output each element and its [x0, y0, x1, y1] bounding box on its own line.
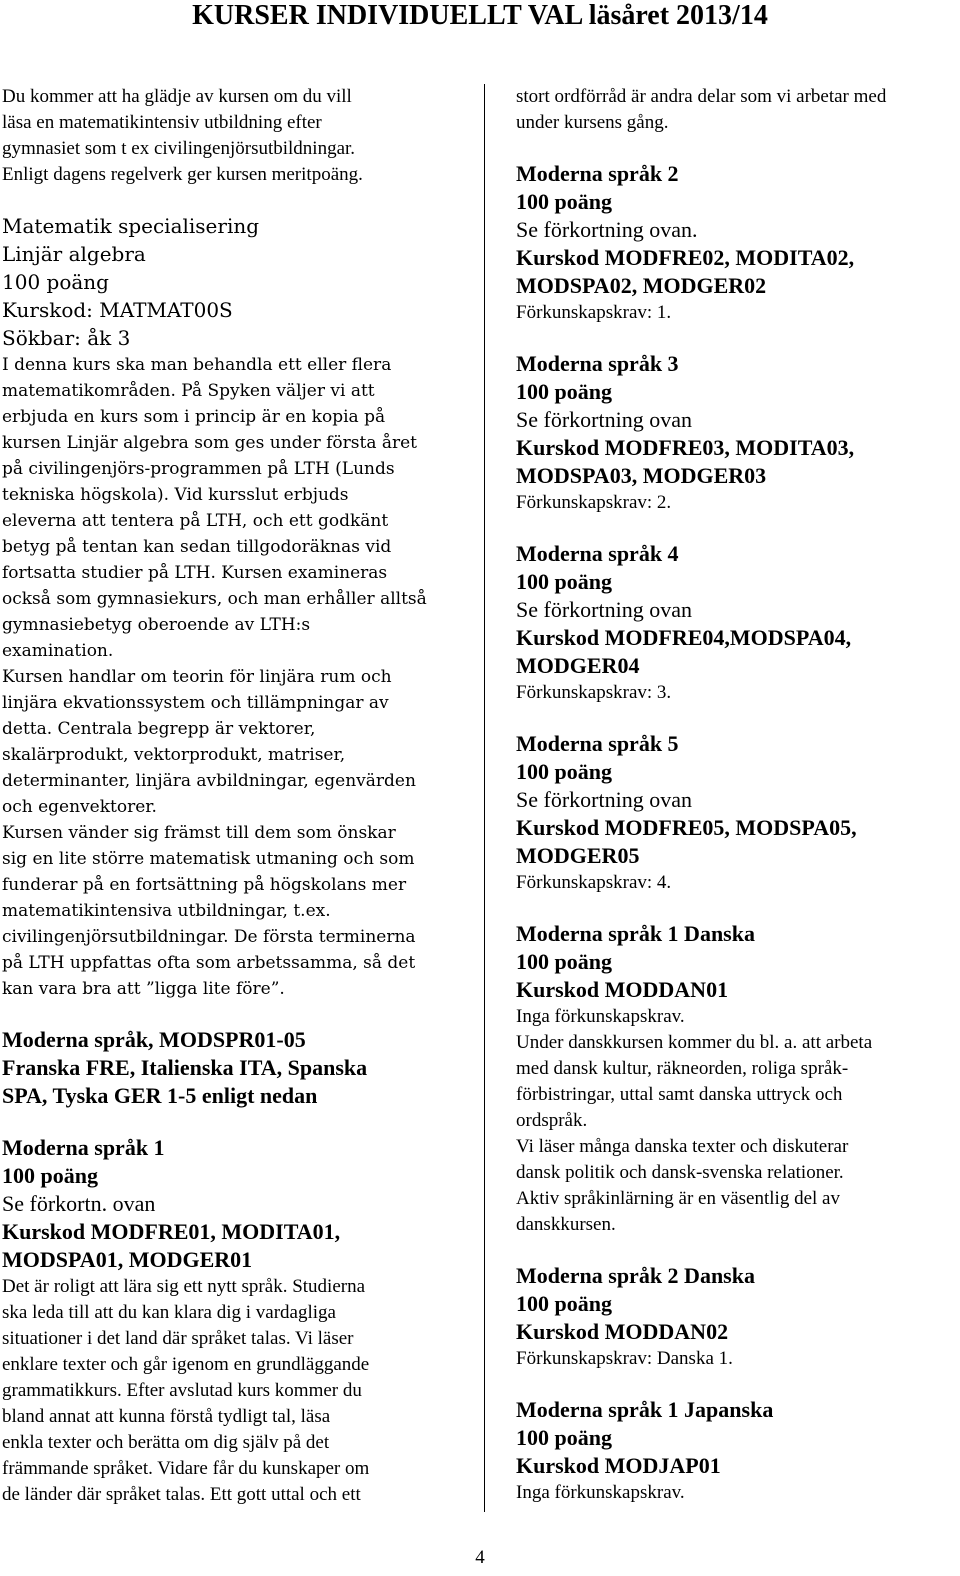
course-prerequisite: Förkunskapskrav: 4. [516, 872, 672, 893]
page-title: KURSER INDIVIDUELLT VAL läsåret 2013/14 [192, 0, 768, 31]
course-moderna-sprak-4 [516, 540, 958, 706]
course-note: Se förkortning ovan. [516, 217, 698, 242]
course-title: Moderna språk 3 [516, 351, 679, 376]
text-line: betyg på tentan kan sedan tillgodoräknas vid [2, 537, 392, 557]
course-code: MODGER05 [516, 843, 640, 868]
text-line: förbistringar, uttal samt danska uttryck och [516, 1084, 843, 1105]
text-line: detta. Centrala begrepp är vektorer, [2, 719, 316, 739]
text-line: Inga förkunskapskrav. [516, 1006, 685, 1027]
course-prerequisite: Förkunskapskrav: 3. [516, 682, 672, 703]
text-line: gymnasiebetyg oberoende av LTH:s [2, 615, 311, 635]
math-course-heading [2, 212, 454, 352]
course-code: Kurskod MODJAP01 [516, 1453, 721, 1478]
text-line: på LTH uppfattas ofta som arbetssamma, så det [2, 953, 416, 973]
text-line: Du kommer att ha glädje av kursen om du vill [2, 86, 352, 107]
math-course-body [2, 352, 454, 1002]
text-line: skalärprodukt, vektorprodukt, matriser, [2, 745, 346, 765]
page-number: 4 [475, 1547, 485, 1568]
course-title: Moderna språk 2 [516, 161, 679, 186]
course-title: Moderna språk 1 [2, 1135, 165, 1160]
course-subtitle: Linjär algebra [2, 242, 146, 266]
text-line: stort ordförråd är andra delar som vi arbetar med [516, 86, 887, 107]
text-line: I denna kurs ska man behandla ett eller flera [2, 355, 392, 375]
text-line: tekniska högskola). Vid kursslut erbjuds [2, 485, 349, 505]
right-column [516, 84, 958, 1506]
course-code: Kurskod MODDAN01 [516, 977, 729, 1002]
text-line: under kursens gång. [516, 112, 669, 133]
text-line: funderar på en fortsättning på högskolans mer [2, 875, 407, 895]
course-title: Moderna språk 1 Danska [516, 921, 755, 946]
text-line: ska leda till att du kan klara dig i vardagliga [2, 1302, 336, 1323]
course-code: Kurskod MODDAN02 [516, 1319, 729, 1344]
text-line: Kursen handlar om teorin för linjära rum och [2, 667, 392, 687]
course-points: 100 poäng [516, 1425, 612, 1450]
course-points: 100 poäng [516, 949, 612, 974]
text-line: Det är roligt att lära sig ett nytt språk. Studierna [2, 1276, 366, 1297]
text-line: främmande språket. Vidare får du kunskaper om [2, 1458, 370, 1479]
text-line: Enligt dagens regelverk ger kursen meritpoäng. [2, 164, 363, 185]
text-line: ordspråk. [516, 1110, 588, 1131]
text-line: fortsatta studier på LTH. Kursen examineras [2, 563, 388, 583]
course-title: Moderna språk 5 [516, 731, 679, 756]
course-japanska-1 [516, 1396, 958, 1506]
course-points: 100 poäng [2, 270, 109, 294]
text-line: på civilingenjörs-programmen på LTH (Lunds [2, 459, 395, 479]
course-points: 100 poäng [516, 569, 612, 594]
text-line: Kursen vänder sig främst till dem som önskar [2, 823, 396, 843]
course-danska-2 [516, 1262, 958, 1372]
text-line: sig en lite större matematisk utmaning och som [2, 849, 415, 869]
text-line: Under danskkursen kommer du bl. a. att arbeta [516, 1032, 873, 1053]
text-line: eleverna att tentera på LTH, och ett godkänt [2, 511, 389, 531]
course-code: MODSPA01, MODGER01 [2, 1247, 253, 1272]
course-points: 100 poäng [2, 1163, 98, 1188]
text-line: gymnasiet som t ex civilingenjörsutbildningar. [2, 138, 356, 159]
text-line: civilingenjörsutbildningar. De första terminerna [2, 927, 416, 947]
course-code: Kurskod MODFRE02, MODITA02, [516, 245, 855, 270]
course-danska-1 [516, 920, 958, 1238]
course-prerequisite: Förkunskapskrav: Danska 1. [516, 1348, 733, 1369]
course-points: 100 poäng [516, 379, 612, 404]
text-line: kan vara bra att ”ligga lite före”. [2, 979, 285, 999]
course-note: Se förkortn. ovan [2, 1191, 156, 1216]
course-code: MODSPA03, MODGER03 [516, 463, 767, 488]
course-note: Se förkortning ovan [516, 597, 692, 622]
languages-heading [2, 1026, 454, 1110]
course-points: 100 poäng [516, 1291, 612, 1316]
course-eligibility: Sökbar: åk 3 [2, 326, 131, 350]
text-line: enklare texter och går igenom en grundläggande [2, 1354, 370, 1375]
course-code: Kurskod MODFRE04,MODSPA04, [516, 625, 852, 650]
course-points: 100 poäng [516, 759, 612, 784]
intro-paragraph [2, 84, 454, 188]
course-title: Moderna språk 2 Danska [516, 1263, 755, 1288]
course-description [2, 1274, 454, 1508]
text-line: kursen Linjär algebra som ges under första året [2, 433, 418, 453]
course-points: 100 poäng [516, 189, 612, 214]
course-code: MODGER04 [516, 653, 640, 678]
text-line: grammatikkurs. Efter avslutad kurs kommer du [2, 1380, 362, 1401]
course-prerequisite: Förkunskapskrav: 2. [516, 492, 672, 513]
continued-paragraph [516, 84, 958, 136]
course-title: Matematik specialisering [2, 214, 260, 238]
course-code: Kurskod MODFRE05, MODSPA05, [516, 815, 857, 840]
course-description [516, 1004, 958, 1238]
text-line: Aktiv språkinlärning är en väsentlig del av [516, 1188, 840, 1209]
text-line: linjära ekvationssystem och tillämpningar av [2, 693, 389, 713]
text-line: Vi läser många danska texter och diskuterar [516, 1136, 849, 1157]
course-moderna-sprak-1 [2, 1134, 454, 1508]
course-note: Se förkortning ovan [516, 407, 692, 432]
course-prerequisite: Inga förkunskapskrav. [516, 1482, 685, 1503]
course-title: Moderna språk 1 Japanska [516, 1397, 774, 1422]
course-moderna-sprak-5 [516, 730, 958, 896]
text-line: determinanter, linjära avbildningar, egenvärden [2, 771, 416, 791]
text-line: erbjuda en kurs som i princip är en kopia på [2, 407, 386, 427]
text-line: de länder där språket talas. Ett gott uttal och ett [2, 1484, 361, 1505]
text-line: examination. [2, 641, 114, 661]
text-line: matematikområden. På Spyken väljer vi att [2, 381, 375, 401]
text-line: situationer i det land där språket talas. Vi läser [2, 1328, 354, 1349]
course-prerequisite: Förkunskapskrav: 1. [516, 302, 672, 323]
text-line: matematikintensiva utbildningar, t.ex. [2, 901, 331, 921]
text-line: bland annat att kunna förstå tydligt tal, läsa [2, 1406, 331, 1427]
text-line: läsa en matematikintensiv utbildning efter [2, 112, 322, 133]
course-code: Kurskod MODFRE03, MODITA03, [516, 435, 855, 460]
column-divider [484, 84, 485, 1512]
text-line: danskkursen. [516, 1214, 616, 1235]
section-heading-line: Moderna språk, MODSPR01-05 [2, 1027, 306, 1052]
course-code: Kurskod: MATMAT00S [2, 298, 233, 322]
text-line: dansk politik och dansk-svenska relationer. [516, 1162, 844, 1183]
course-note: Se förkortning ovan [516, 787, 692, 812]
text-line: och egenvektorer. [2, 797, 157, 817]
course-code: Kurskod MODFRE01, MODITA01, [2, 1219, 341, 1244]
text-line: med dansk kultur, räkneorden, roliga språk- [516, 1058, 849, 1079]
course-moderna-sprak-3 [516, 350, 958, 516]
text-line: enkla texter och berätta om dig själv på det [2, 1432, 330, 1453]
section-heading-line: SPA, Tyska GER 1-5 enligt nedan [2, 1083, 318, 1108]
course-title: Moderna språk 4 [516, 541, 679, 566]
text-line: också som gymnasiekurs, och man erhåller alltså [2, 589, 427, 609]
section-heading-line: Franska FRE, Italienska ITA, Spanska [2, 1055, 368, 1080]
left-column [2, 84, 454, 1508]
course-moderna-sprak-2 [516, 160, 958, 326]
course-code: MODSPA02, MODGER02 [516, 273, 767, 298]
